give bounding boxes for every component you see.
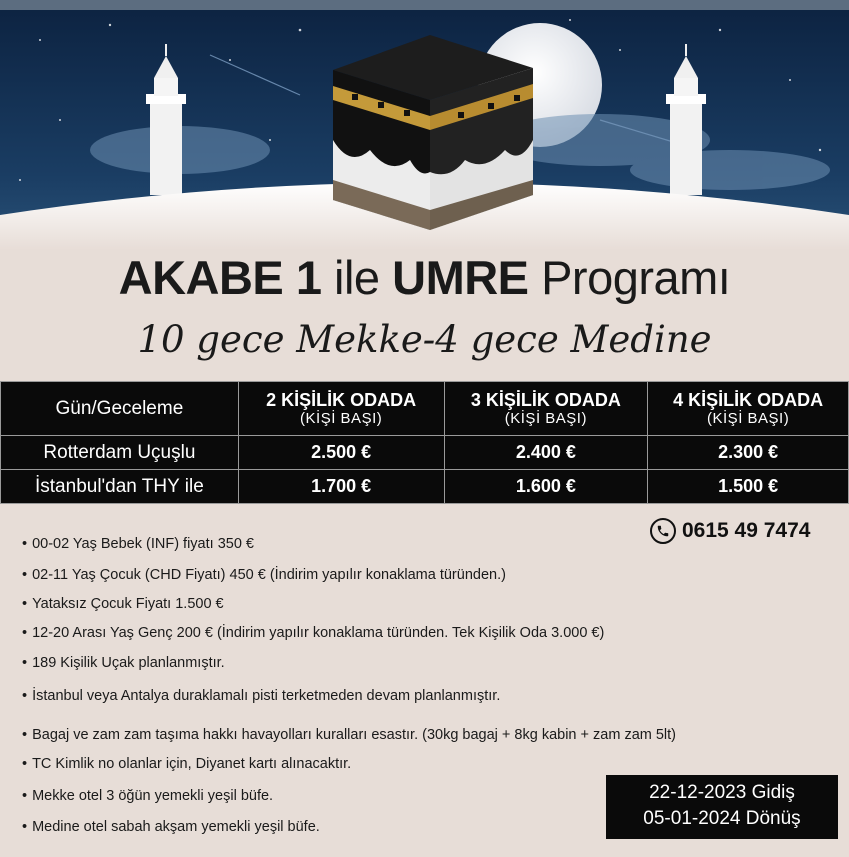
departure-date: 22-12-2023 Gidiş	[649, 782, 795, 803]
price-table	[0, 381, 849, 504]
price-cell: 2.500 €	[238, 436, 444, 470]
header-label: 2 KİŞİLİK ODADA	[266, 389, 417, 410]
table-row	[1, 470, 849, 504]
list-item: • 02-11 Yaş Çocuk (CHD Fiyatı) 450 € (İndirim yapılır konaklama türünden.)	[22, 567, 506, 583]
header-cell-3-person	[444, 382, 648, 436]
list-item: • Mekke otel 3 öğün yemekli yeşil büfe.	[22, 788, 273, 804]
list-item: • 00-02 Yaş Bebek (INF) fiyatı 350 €	[22, 536, 254, 552]
list-item: • 189 Kişilik Uçak planlanmıştır.	[22, 655, 225, 671]
title-part-4: Programı	[541, 251, 731, 304]
page-title	[0, 250, 849, 305]
title-part-2: ile	[334, 251, 380, 304]
price-cell: 2.300 €	[648, 436, 849, 470]
phone-contact[interactable]	[650, 518, 810, 544]
header-label: 3 KİŞİLİK ODADA	[470, 389, 621, 410]
price-table-header	[1, 382, 849, 436]
header-label: 4 KİŞİLİK ODADA	[673, 389, 824, 410]
list-item: • 12-20 Arası Yaş Genç 200 € (İndirim yapılır konaklama türünden. Tek Kişilik Oda 3.000 €)	[22, 625, 604, 641]
list-item: • Bagaj ve zam zam taşıma hakkı havayolları kuralları esastır. (30kg bagaj + 8kg kabin + zam zam 5lt)	[22, 727, 676, 743]
header-cell-period: Gün/Geceleme	[1, 382, 239, 436]
return-date: 05-01-2024 Dönüş	[643, 808, 801, 829]
row-label: İstanbul'dan THY ile	[1, 470, 239, 504]
travel-dates	[606, 775, 838, 839]
header-sub: (KİŞİ BAŞI)	[300, 410, 383, 428]
page-subtitle: 10 gece Mekke-4 gece Medine	[137, 318, 712, 361]
list-item: • İstanbul veya Antalya duraklamalı pisti terketmeden devam planlanmıştır.	[22, 688, 500, 704]
hero-illustration	[0, 0, 849, 250]
row-label: Rotterdam Uçuşlu	[1, 436, 239, 470]
title-part-1: AKABE 1	[118, 251, 322, 304]
header-sub: (KİŞİ BAŞI)	[707, 410, 790, 428]
list-item: • TC Kimlik no olanlar için, Diyanet kartı alınacaktır.	[22, 756, 351, 772]
price-cell: 1.500 €	[648, 470, 849, 504]
header-cell-2-person	[238, 382, 444, 436]
kaaba	[333, 35, 533, 230]
list-item: • Medine otel sabah akşam yemekli yeşil büfe.	[22, 819, 320, 835]
list-item: • Yataksız Çocuk Fiyatı 1.500 €	[22, 596, 224, 612]
phone-icon	[650, 518, 676, 544]
header-cell-4-person	[648, 382, 849, 436]
price-cell: 1.700 €	[238, 470, 444, 504]
table-row	[1, 436, 849, 470]
header-sub: (KİŞİ BAŞI)	[504, 410, 587, 428]
price-cell: 2.400 €	[444, 436, 648, 470]
title-part-3: UMRE	[392, 251, 529, 304]
price-cell: 1.600 €	[444, 470, 648, 504]
phone-number: 0615 49 7474	[682, 519, 811, 542]
